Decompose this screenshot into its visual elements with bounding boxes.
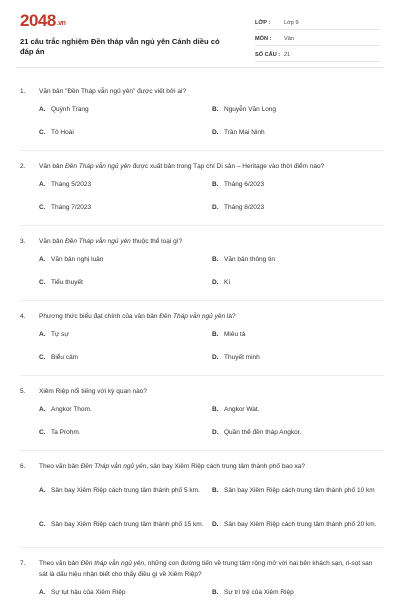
- option-letter: A.: [39, 486, 46, 494]
- answer-options: [39, 329, 384, 375]
- meta-key: MÔN :: [255, 35, 272, 42]
- question-header: [20, 386, 384, 397]
- answer-option[interactable]: [39, 277, 212, 288]
- option-letter: C.: [39, 354, 46, 361]
- question-work-title: Đền Tháp vẫn ngủ yên: [65, 163, 131, 170]
- option-letter: D.: [212, 129, 219, 136]
- option-letter: D.: [212, 520, 219, 528]
- option-text: Miêu tả: [224, 331, 246, 338]
- meta-value: Văn: [284, 35, 294, 42]
- question-block: [20, 461, 384, 548]
- option-letter: B.: [212, 331, 219, 338]
- answer-option[interactable]: [39, 427, 212, 438]
- answer-option[interactable]: [39, 254, 212, 265]
- question-text: [39, 86, 379, 97]
- meta-row-class: [255, 16, 380, 30]
- option-text: Sân bay Xiêm Riệp cách trung tâm thành phố 5 km.: [51, 486, 200, 494]
- answer-option[interactable]: [39, 587, 212, 598]
- option-text: Tháng 7/2023: [51, 204, 92, 211]
- option-letter: C.: [39, 204, 46, 211]
- logo-text: 2048: [20, 11, 56, 30]
- question-block: [20, 386, 384, 451]
- question-header: [20, 311, 384, 322]
- option-text: Thuyết minh: [224, 354, 260, 361]
- answer-option[interactable]: [39, 352, 212, 363]
- option-letter: B.: [212, 486, 219, 494]
- question-divider: [20, 150, 384, 151]
- question-divider: [20, 547, 384, 548]
- option-text: Tự sự: [51, 331, 69, 338]
- answer-options: [39, 479, 384, 547]
- answer-option[interactable]: [212, 127, 385, 138]
- answer-option[interactable]: [39, 479, 212, 501]
- option-text: Sân bay Xiêm Riệp cách trung tâm thành phố 10 km: [224, 486, 375, 494]
- option-letter: A.: [39, 181, 46, 188]
- meta-key: LỚP :: [255, 19, 271, 26]
- answer-option[interactable]: [39, 104, 212, 115]
- answer-option[interactable]: [39, 202, 212, 213]
- question-block: [20, 161, 384, 226]
- question-text: [39, 558, 379, 580]
- question-block: [20, 558, 384, 600]
- question-text: [39, 161, 379, 172]
- meta-row-subject: [255, 32, 380, 46]
- option-letter: C.: [39, 429, 46, 436]
- question-divider: [20, 375, 384, 376]
- question-header: [20, 558, 384, 580]
- option-letter: C.: [39, 279, 46, 286]
- option-letter: A.: [39, 331, 46, 338]
- question-header: [20, 236, 384, 247]
- question-number: 2.: [20, 163, 26, 170]
- question-list: [0, 68, 400, 600]
- question-number: 5.: [20, 388, 26, 395]
- option-text: Sân bay Xiêm Riệp cách trung tâm thành phố 20 km.: [224, 520, 377, 528]
- meta-row-count: [255, 48, 380, 62]
- question-work-title: Đền Tháp vẫn ngủ yên: [159, 313, 226, 320]
- question-number: 1.: [20, 88, 26, 95]
- question-divider: [20, 225, 384, 226]
- question-work-title: Đền Tháp vẫn ngủ yên: [80, 463, 147, 470]
- question-text-part: , những con đường tiến về trung tâm rộng mở với hai bên khách sạn, ri-sọt san sát là dấu hiệu nhận biết cho thấy điều gì về Xiêm Riệp?: [39, 560, 373, 578]
- meta-info: [255, 16, 380, 64]
- question-number: 3.: [20, 238, 26, 245]
- option-letter: D.: [212, 204, 219, 211]
- answer-option[interactable]: [39, 179, 212, 190]
- question-number: 6.: [20, 463, 26, 470]
- option-letter: D.: [212, 354, 219, 361]
- option-text: Kí: [224, 279, 231, 286]
- answer-option[interactable]: [212, 254, 385, 265]
- option-letter: B.: [212, 589, 219, 596]
- question-text: [39, 386, 379, 397]
- option-letter: B.: [212, 256, 219, 263]
- option-letter: A.: [39, 406, 46, 413]
- logo-suffix: .vn: [56, 20, 66, 27]
- answer-option[interactable]: [212, 277, 385, 288]
- question-text-part: Phương thức biểu đạt chính của văn bản: [39, 313, 160, 320]
- question-number: 7.: [20, 560, 26, 567]
- option-text: Tô Hoài: [51, 129, 74, 136]
- answer-options: [39, 587, 384, 600]
- option-letter: D.: [212, 429, 219, 436]
- question-divider: [20, 450, 384, 451]
- question-text-part: Theo văn bản: [39, 463, 81, 470]
- question-text-part: Văn bản "Đền Tháp vẫn ngủ yên" được viết bởi ai?: [39, 88, 187, 95]
- option-letter: C.: [39, 520, 46, 528]
- question-divider: [20, 300, 384, 301]
- option-letter: B.: [212, 406, 219, 413]
- answer-option[interactable]: [39, 127, 212, 138]
- answer-option[interactable]: [212, 179, 385, 190]
- answer-options: [39, 104, 384, 150]
- option-text: Tháng 6/2023: [224, 181, 265, 188]
- answer-option[interactable]: [212, 104, 385, 115]
- answer-option[interactable]: [39, 329, 212, 340]
- answer-option[interactable]: [212, 427, 385, 438]
- option-text: Quỳnh Trang: [51, 106, 89, 113]
- option-text: Angkor Wat.: [224, 406, 260, 413]
- question-header: [20, 161, 384, 172]
- option-text: Nguyễn Văn Long: [224, 106, 277, 113]
- option-letter: B.: [212, 106, 219, 113]
- option-text: Ta Prohm.: [51, 429, 81, 436]
- option-text: Trần Mai Ninh: [224, 129, 265, 136]
- option-text: Tháng 8/2023: [224, 204, 265, 211]
- answer-option[interactable]: [212, 479, 385, 501]
- question-text-part: là?: [225, 313, 236, 320]
- page-header: [0, 0, 400, 62]
- question-work-title: Đền Tháp vẫn ngủ yên: [65, 238, 131, 245]
- option-text: Văn bản thông tin: [224, 256, 275, 263]
- answer-options: [39, 404, 384, 450]
- option-text: Biểu cảm: [51, 354, 79, 361]
- option-letter: D.: [212, 279, 219, 286]
- answer-option[interactable]: [39, 404, 212, 415]
- answer-options: [39, 179, 384, 225]
- question-text-part: Văn bản: [39, 238, 66, 245]
- question-text-part: được xuất bản trong Tạp chí Di sản – Heritage vào thời điểm nào?: [130, 163, 325, 170]
- answer-option[interactable]: [212, 329, 385, 340]
- question-work-title: Đền tháp vẫn ngủ yên: [80, 560, 145, 567]
- question-header: [20, 461, 384, 472]
- option-letter: A.: [39, 106, 46, 113]
- option-letter: B.: [212, 181, 219, 188]
- question-text: [39, 236, 379, 247]
- option-text: Tiểu thuyết: [51, 279, 83, 286]
- question-text-part: , sân bay Xiêm Riệp cách trung tâm thành phố bao xa?: [146, 463, 305, 470]
- answer-option[interactable]: [212, 587, 385, 598]
- question-text: [39, 311, 379, 322]
- question-header: [20, 86, 384, 97]
- meta-value: 21: [284, 51, 291, 58]
- option-text: Văn bản nghị luận: [51, 256, 104, 263]
- answer-options: [39, 254, 384, 300]
- option-letter: A.: [39, 256, 46, 263]
- question-block: [20, 236, 384, 301]
- question-text-part: thuộc thể loại gì?: [130, 238, 183, 245]
- question-text-part: Văn bản: [39, 163, 66, 170]
- page-title: 21 câu trắc nghiệm Đền tháp vẫn ngủ yên Cánh diều có đáp án: [20, 37, 220, 56]
- option-text: Tháng 5/2023: [51, 181, 92, 188]
- answer-option[interactable]: [39, 513, 212, 535]
- option-text: Sân bay Xiêm Riệp cách trung tâm thành phố 15 km.: [51, 520, 204, 528]
- question-text-part: Xiêm Riệp nổi tiếng với kỳ quan nào?: [39, 388, 147, 395]
- meta-value: Lớp 9: [284, 19, 299, 26]
- option-text: Sự tụt hậu của Xiêm Riệp: [51, 589, 126, 596]
- question-number: 4.: [20, 313, 26, 320]
- answer-option[interactable]: [212, 202, 385, 213]
- answer-option[interactable]: [212, 513, 385, 535]
- answer-option[interactable]: [212, 352, 385, 363]
- answer-option[interactable]: [212, 404, 385, 415]
- question-block: [20, 86, 384, 151]
- meta-key: SỐ CÂU :: [255, 51, 281, 58]
- question-text-part: Theo văn bản: [39, 560, 81, 567]
- option-text: Quần thể đền tháp Angkor.: [224, 429, 302, 436]
- option-letter: C.: [39, 129, 46, 136]
- question-block: [20, 311, 384, 376]
- option-text: Sự trì trệ của Xiêm Riệp: [224, 589, 294, 596]
- question-text: [39, 461, 379, 472]
- option-text: Angkor Thom.: [51, 406, 92, 413]
- option-letter: A.: [39, 589, 46, 596]
